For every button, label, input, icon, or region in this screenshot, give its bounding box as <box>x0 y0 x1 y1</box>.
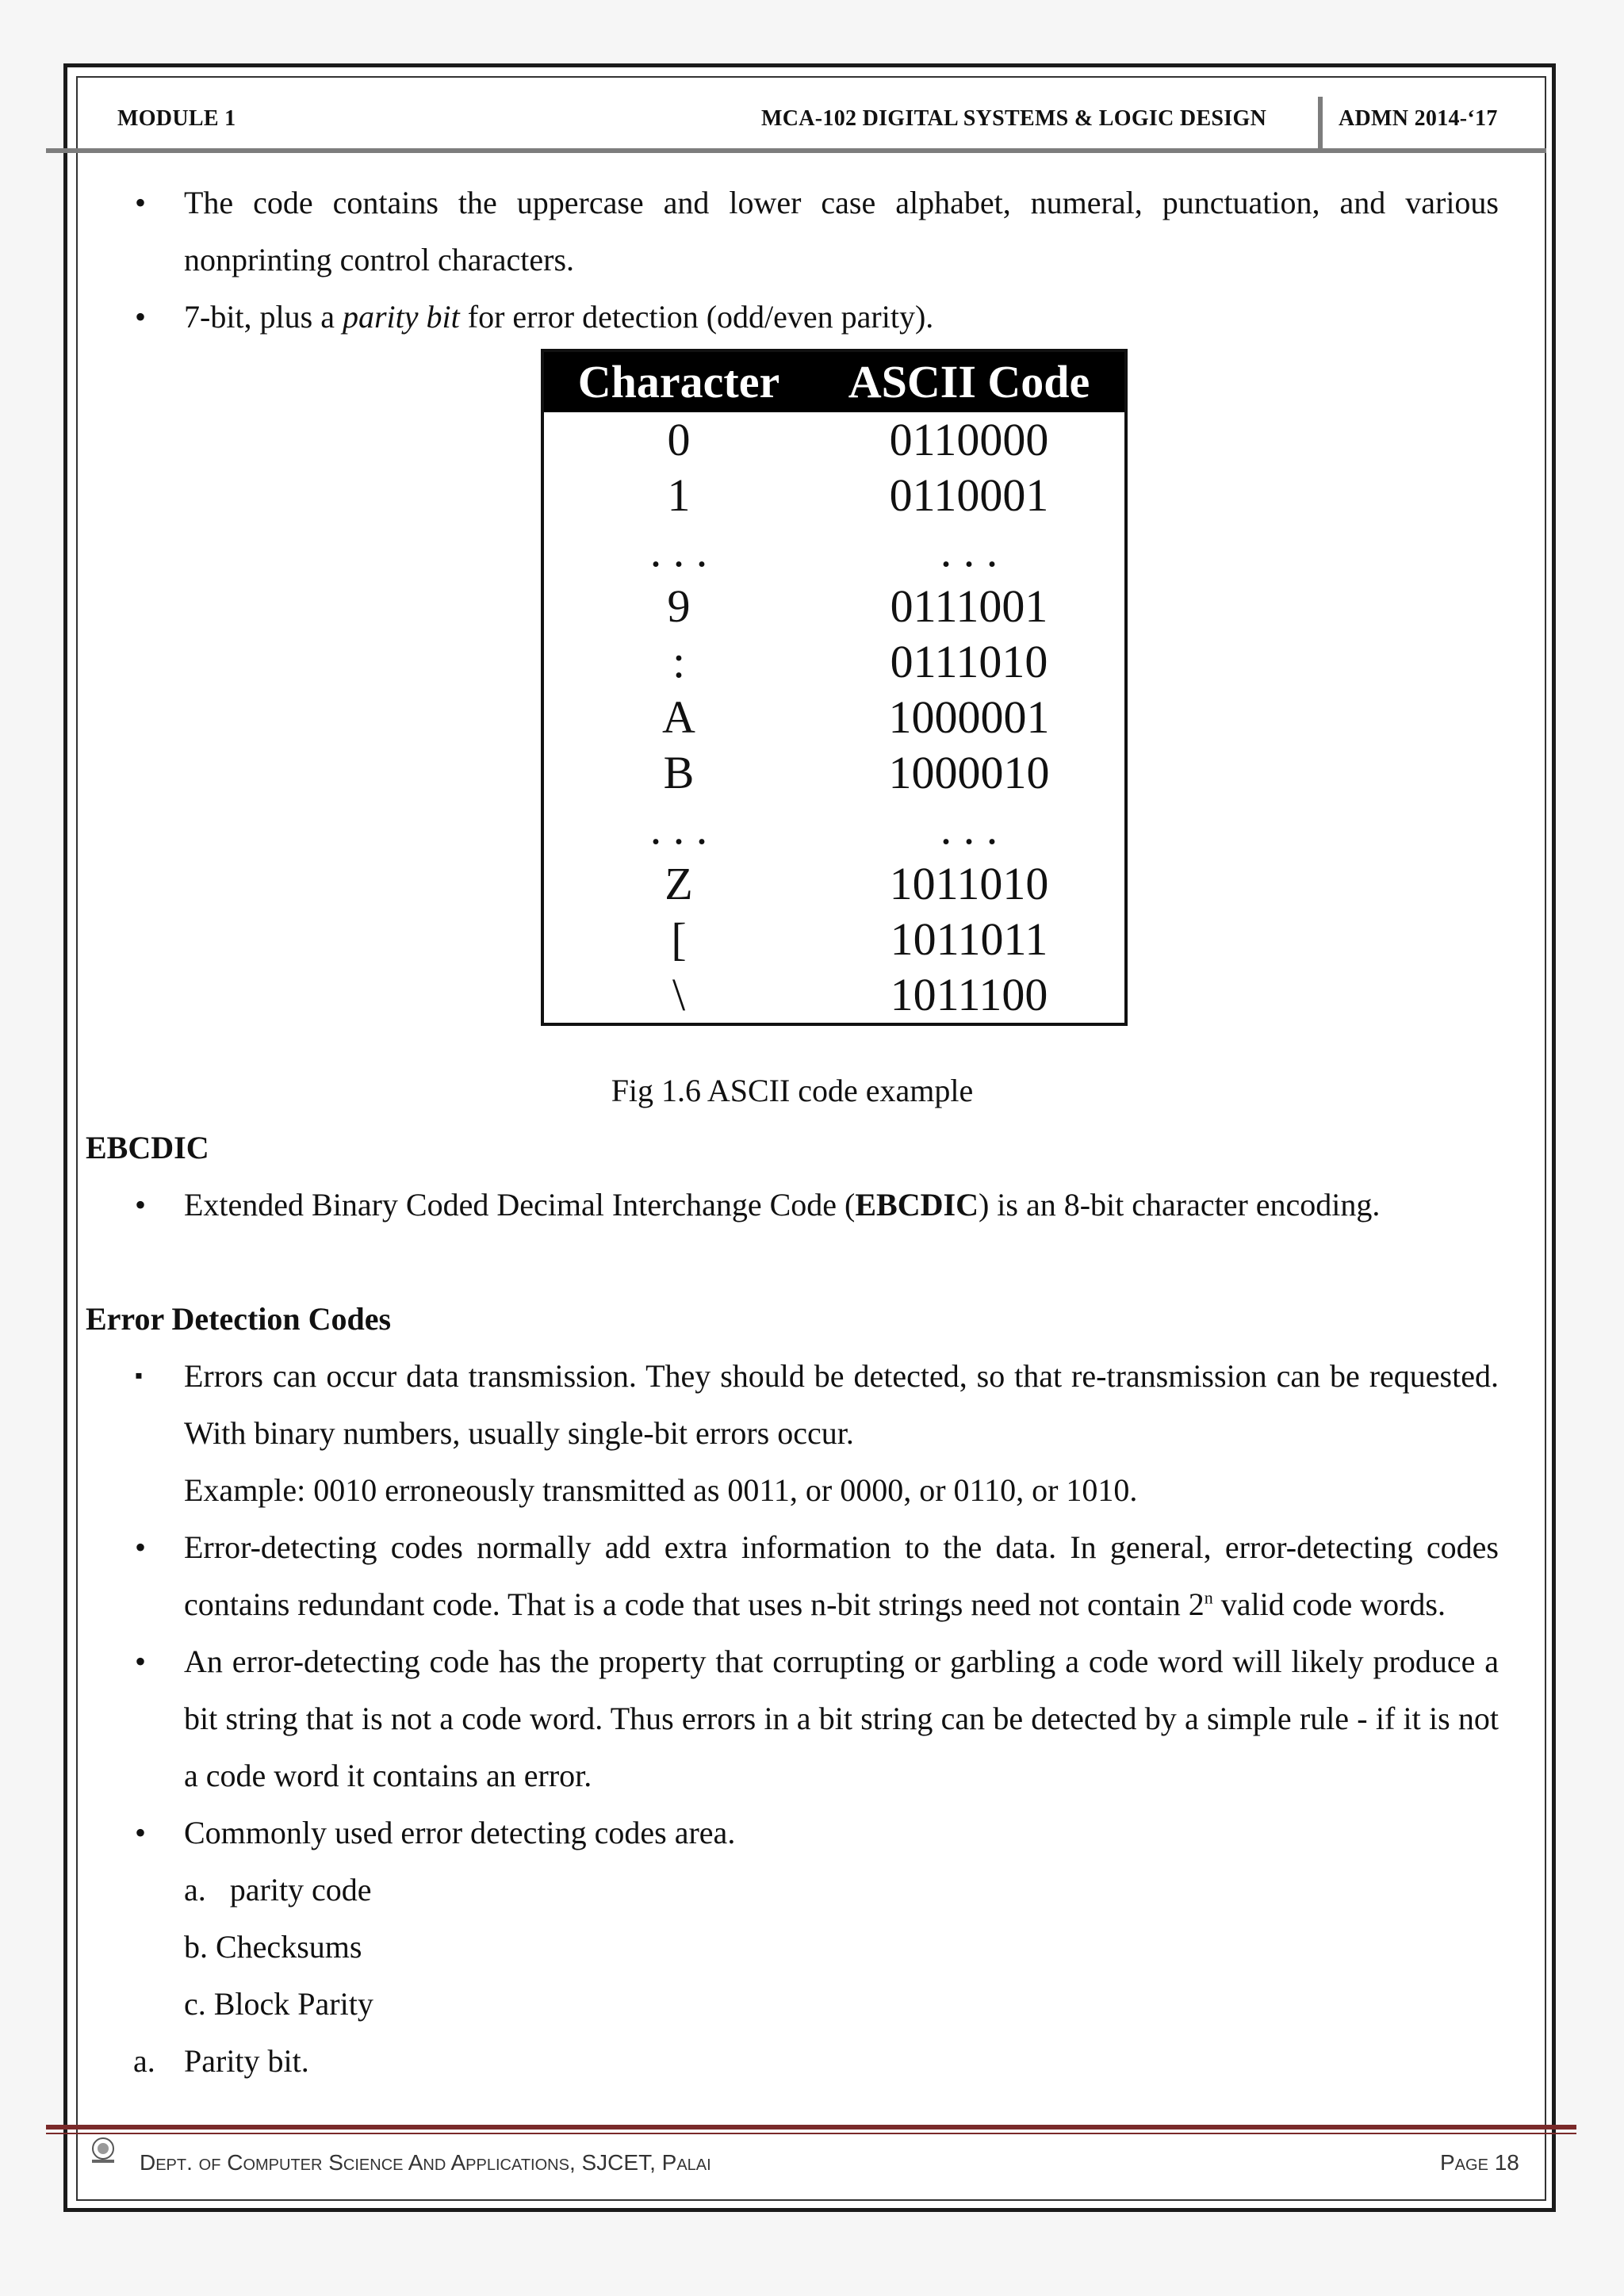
cell-ascii-code: 1011100 <box>890 969 1048 1020</box>
bullet-dot-icon: • <box>135 185 147 220</box>
header-batch: ADMN 2014-‘17 <box>1339 106 1498 131</box>
cell-ascii-code: 0111010 <box>890 636 1048 687</box>
cell-ascii-code: . . . <box>940 525 998 576</box>
header-rule <box>46 148 1546 153</box>
bullet-text: 7-bit, plus a parity bit for error detection (odd/even parity). <box>184 299 934 335</box>
bullet-item <box>86 1633 1499 1804</box>
cell-ascii-code: 1000001 <box>888 691 1050 743</box>
bullet-text: Error-detecting codes normally add extra information to the data. In general, error-detecting codes contains redundant code. That is a code that uses n-bit strings need not contain 2$^n$ valid code words. <box>184 1529 1499 1622</box>
bullet-text: Extended Binary Coded Decimal Interchange Code (EBCDIC) is an 8-bit character encoding. <box>184 1187 1381 1223</box>
header-character: Character <box>577 356 780 408</box>
bullet-dot-icon: • <box>135 299 147 335</box>
table-row <box>544 745 1124 801</box>
table-row <box>544 412 1124 468</box>
cell-character: 9 <box>667 580 691 632</box>
footer-rule-thin <box>46 2133 1576 2134</box>
cell-ascii-code: 1000010 <box>888 747 1050 798</box>
bullet-text: Commonly used error detecting codes area. <box>184 1815 736 1850</box>
cell-ascii-code: . . . <box>940 802 998 854</box>
ascii-table <box>541 349 1128 1026</box>
list-item <box>86 2033 1499 2090</box>
footer-department: Dept. of Computer Science And Applications, SJCET, Palai <box>140 2150 711 2175</box>
bullet-dot-icon: • <box>135 1187 147 1223</box>
bullet-item <box>86 1519 1499 1633</box>
spacer <box>86 1234 1499 1291</box>
table-row <box>544 634 1124 690</box>
footer-rule <box>46 2125 1576 2130</box>
bullet-item <box>86 174 1499 289</box>
bullet-text: An error-detecting code has the property that corrupting or garbling a code word will likely produce a bit string that is not a code word. Thus errors in a bit string can be detected by a simple rule - if it is not a code word it contains an error. <box>184 1644 1499 1793</box>
cell-character: 0 <box>667 414 691 465</box>
bullet-dot-icon: • <box>135 1529 147 1565</box>
cell-ascii-code: 0110000 <box>889 414 1049 465</box>
cell-character: \ <box>672 969 686 1020</box>
bullet-item <box>86 1177 1499 1234</box>
ebcdic-heading: EBCDIC <box>86 1130 209 1165</box>
college-logo-icon <box>87 2134 119 2166</box>
bullet-dot-icon: • <box>135 1644 147 1679</box>
figure-caption: Fig 1.6 ASCII code example <box>611 1073 974 1108</box>
square-bullet-icon: ▪ <box>135 1364 143 1388</box>
bullet-dot-icon: • <box>135 1815 147 1850</box>
header-separator <box>1318 97 1323 149</box>
list-marker: a. <box>133 2043 155 2079</box>
table-row <box>544 912 1124 967</box>
cell-character: A <box>662 691 695 743</box>
cell-character: . . . <box>649 802 708 854</box>
error-detection-heading: Error Detection Codes <box>86 1301 392 1337</box>
header-ascii-code: ASCII Code <box>848 356 1090 408</box>
footer-page-number: Page 18 <box>1440 2150 1519 2175</box>
table-body <box>544 412 1124 1023</box>
page-content <box>86 174 1499 2090</box>
cell-character: [ <box>671 913 687 965</box>
cell-character: Z <box>665 858 693 909</box>
table-row <box>544 856 1124 912</box>
cell-ascii-code: 0110001 <box>889 469 1049 521</box>
table-row <box>544 468 1124 523</box>
bullet-text: Errors can occur data transmission. They should be detected, so that re-transmission can be requested. With binary numbers, usually single-bit errors occur. <box>184 1358 1499 1451</box>
table-row <box>544 690 1124 745</box>
cell-ascii-code: 1011011 <box>890 913 1048 965</box>
table-row <box>544 523 1124 579</box>
cell-character: B <box>663 747 695 798</box>
cell-character: : <box>672 636 686 687</box>
table-row <box>544 801 1124 856</box>
cell-character: . . . <box>649 525 708 576</box>
cell-character: 1 <box>667 469 691 521</box>
header-course: MCA-102 DIGITAL SYSTEMS & LOGIC DESIGN <box>761 106 1267 131</box>
table-row <box>544 967 1124 1023</box>
cell-ascii-code: 1011010 <box>889 858 1049 909</box>
list-item: c. Block Parity <box>184 1986 373 2022</box>
list-item: b. Checksums <box>184 1929 362 1965</box>
header-module: MODULE 1 <box>117 106 236 131</box>
table-row <box>544 579 1124 634</box>
table-header <box>544 352 1124 412</box>
cell-ascii-code: 0111001 <box>890 580 1048 632</box>
example-text: Example: 0010 erroneously transmitted as 0011, or 0000, or 0110, or 1010. <box>184 1472 1138 1508</box>
bullet-item <box>86 1804 1499 1862</box>
bullet-item <box>86 289 1499 346</box>
bullet-text: The code contains the uppercase and lower case alphabet, numeral, punctuation, and various nonprinting control characters. <box>184 185 1499 277</box>
bullet-item <box>86 1348 1499 1462</box>
list-text: Parity bit. <box>184 2043 309 2079</box>
list-item: a. parity code <box>184 1872 372 1908</box>
